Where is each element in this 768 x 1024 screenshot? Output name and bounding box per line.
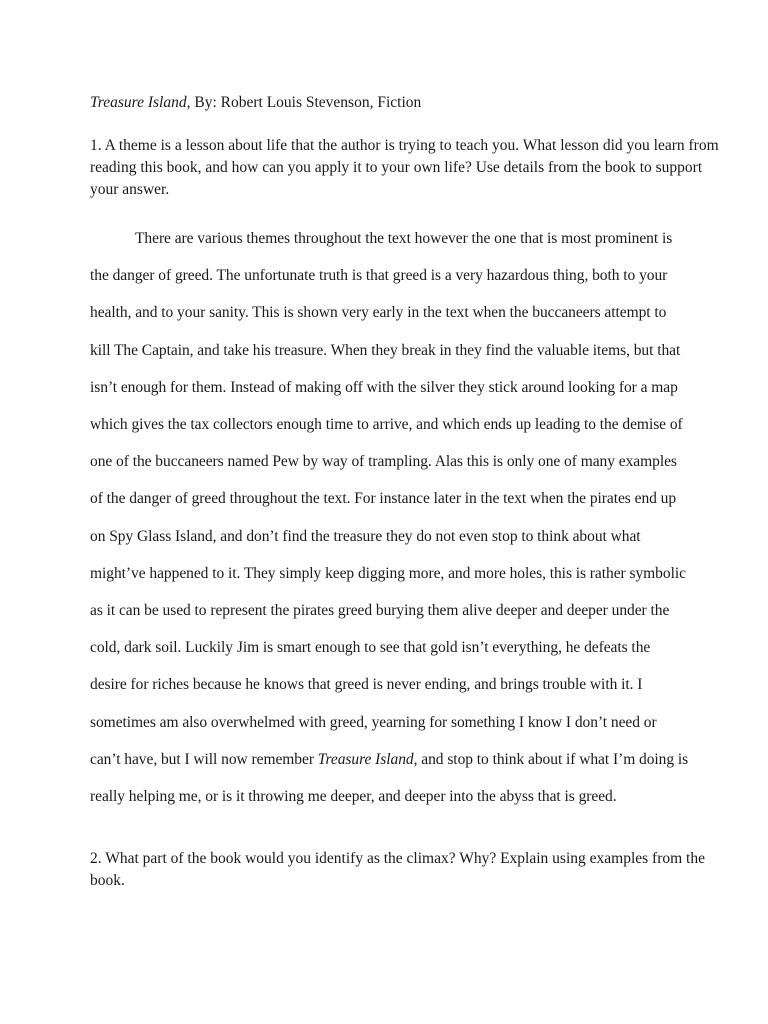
document-heading xyxy=(90,93,421,113)
heading-author-genre: , By: Robert Louis Stevenson, Fiction xyxy=(186,94,422,111)
question-2: 2. What part of the book would you identify as the climax? Why? Explain using examples from the book. xyxy=(90,850,705,889)
answer-1-book-title: Treasure Island xyxy=(317,750,414,768)
answer-1-text-part1: There are various themes throughout the text however the one that is most prominent is the danger of greed. The unfortunate truth is that greed is a very hazardous thing, both to your health, and to your sanity. This is shown very early in the text when the buccaneers attempt to kill The Captain, and take his treasure. When they break in they find the valuable items, but that isn’t enough for them. Instead of making off with the silver they stick around looking for a map which gives the tax collectors enough time to arrive, and which ends up leading to the demise of one of the buccaneers named Pew by way of trampling. Alas this is only one of many examples of the danger of greed throughout the text. For instance later in the text when the pirates end up on Spy Glass Island, and don’t find the treasure they do not even stop to think about what might’ve happened to it. They simply keep digging more, and more holes, this is rather symbolic as it can be used to represent the pirates greed burying them alive deeper and deeper under the cold, dark soil. Luckily Jim is smart enough to see that gold isn’t everything, he defeats the desire for riches because he knows that greed is never ending, and brings trouble with it. I sometimes am also overwhelmed with greed, yearning for something I know I don’t need or can’t have, but I will now remember xyxy=(90,230,686,768)
question-1: 1. A theme is a lesson about life that the author is trying to teach you. What lesson did you learn from reading this book, and how can you apply it to your own life? Use details from the book to support your answer. xyxy=(90,137,719,198)
answer-1-text-part2: , and stop to think about if what I’m doing is really helping me, or is it throwing me deeper, and deeper into the abyss that is greed. xyxy=(90,750,689,806)
book-title: Treasure Island xyxy=(90,94,187,111)
answer-1 xyxy=(90,220,690,815)
